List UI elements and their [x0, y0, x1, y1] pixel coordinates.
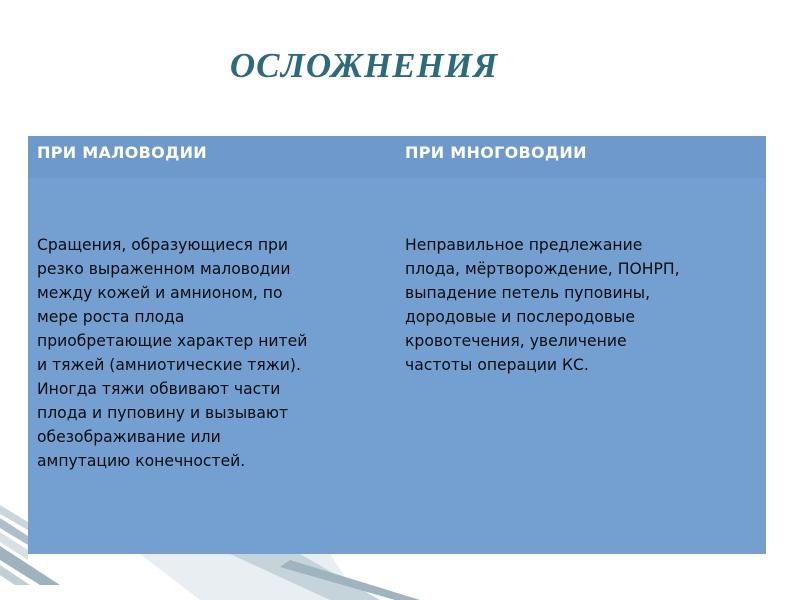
header-oligohydramnios: ПРИ МАЛОВОДИИ	[37, 143, 208, 162]
slide-title: ОСЛОЖНЕНИЯ	[229, 46, 499, 85]
cell-polyhydramnios-complications: Неправильное предлежание плода, мёртворождение, ПОНРП, выпадение петель пуповины, дородовые и послеродовые кровотечения, увеличение частоты операции КС.	[405, 236, 680, 374]
header-polyhydramnios: ПРИ МНОГОВОДИИ	[405, 143, 587, 162]
bottom-stripes	[140, 554, 420, 600]
comparison-table	[28, 136, 766, 554]
table-header-row	[28, 136, 766, 178]
cell-oligohydramnios-complications: Сращения, образующиеся при резко выраженном маловодии между кожей и амнионом, по мере роста плода приобретающие характер нитей и тяжей (амниотические тяжи). Иногда тяжи обвивают части плода и пуповину и вызывают обезображивание или ампутацию конечностей.	[37, 236, 308, 470]
